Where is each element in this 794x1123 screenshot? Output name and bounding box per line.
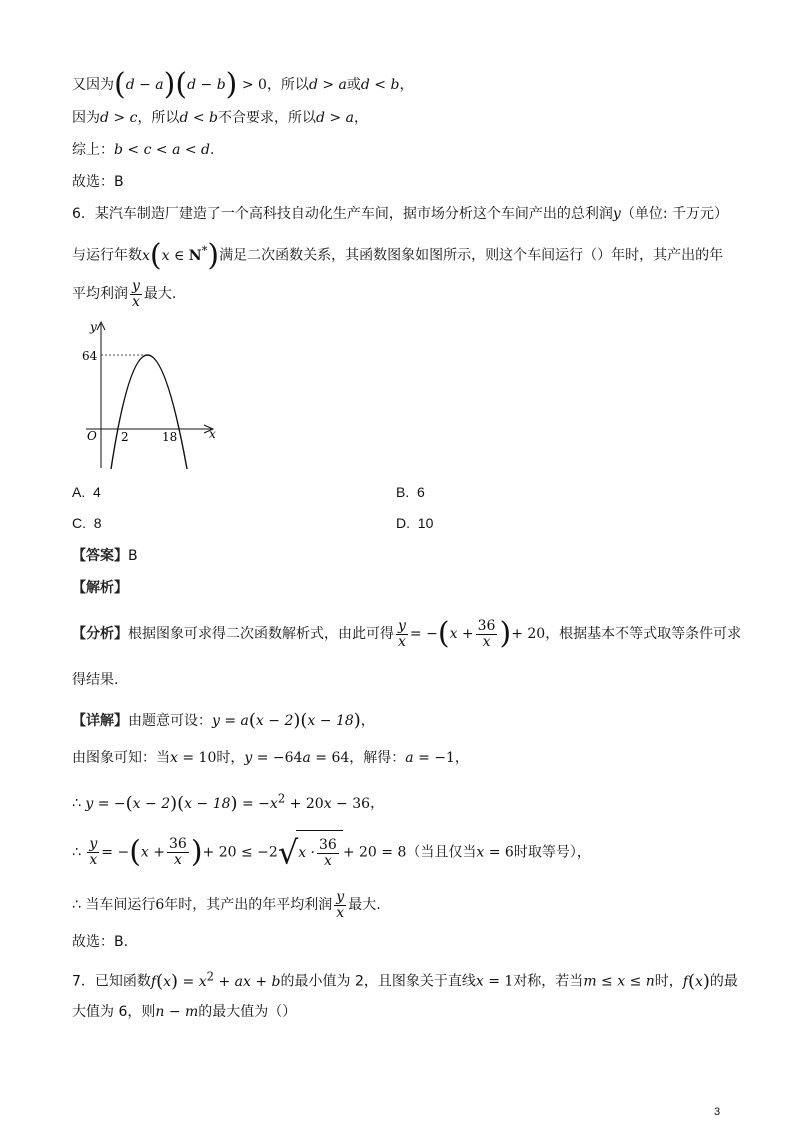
root2-label: 18 (162, 430, 178, 444)
option-b[interactable]: B. 6 (396, 484, 425, 500)
xiangjie-line-4: ∴ $\frac{y}{x}$ = −(x + $\frac{36}{x}$ )+ 20 ≤ −2√x · $\frac{36}{x}$ + 20 = 8（当且仅当x = 6时取等号）， (72, 830, 591, 875)
line-2: 因为d > c，所以d < b不合要求，所以d > a， (72, 110, 368, 126)
option-c[interactable]: C. 8 (72, 515, 102, 531)
line-4: 故选：B (72, 174, 124, 190)
math-expr: (d − a)(d − b) > 0 (114, 67, 267, 102)
fenxi-line-2: 得结果. (72, 672, 119, 688)
xiangjie-line-3: ∴ $y = -(x - 2)(x - 18) = -x^2 + 20x - 36$， (72, 791, 385, 814)
answer-line: 【答案】B (72, 548, 138, 564)
option-a[interactable]: A. 4 (72, 484, 101, 500)
q6-line-2: 与运行年数x(x ∈ N*)满足二次函数关系，其函数图象如图所示，则这个车间运行（）年时，其产出的年 (72, 237, 724, 273)
max-value-label: 64 (82, 349, 98, 363)
fenxi-line-1: 【分析】根据图象可求得二次函数解析式，由此可得 $\frac{y}{x}$ = −(x + $\frac{36}{x}$ )+ 20，根据基本不等式取等条件可求 (72, 616, 742, 651)
line-3: 综上：b < c < a < d. (72, 142, 215, 158)
q6-line-1: 6．某汽车制造厂建造了一个高科技自动化生产车间，据市场分析这个车间产出的总利润y（单位: 千万元） (72, 206, 728, 222)
option-d[interactable]: D. 10 (396, 515, 434, 531)
q7-line-1: 7．已知函数$f(x) = x^2$ + ax + b的最小值为 2，且图象关于直线x = 1对称，若当m ≤ x ≤ n时，f(x)的最 (72, 969, 738, 992)
q7-line-2: 大值为 6，则n − m的最大值为（） (72, 1004, 297, 1020)
xiangjie-line-2: 由图象可知：当x = 10时，y = −64a = 64，解得：a = −1， (72, 750, 469, 766)
line-1: 又因为(d − a)(d − b) > 0，所以d > a或d < b， (72, 67, 414, 102)
xiangjie-line-1: 【详解】由题意可设：y = a(x − 2)(x − 18)， (72, 710, 375, 731)
x-axis-label: x (209, 427, 216, 441)
page-number: 3 (714, 1106, 721, 1118)
parabola-curve (111, 355, 187, 469)
origin-label: O (87, 429, 97, 443)
xiangjie-line-6: 故选：B. (72, 934, 129, 950)
root1-label: 2 (121, 430, 129, 444)
xiangjie-line-5: ∴ 当车间运行6年时，其产出的年平均利润 $\frac{y}{x}$ 最大. (72, 888, 381, 921)
y-axis-label: y (90, 320, 97, 334)
q6-line-3: 平均利润 $\frac{y}{x}$ 最大. (72, 277, 177, 310)
quadratic-graph (78, 318, 228, 470)
analysis-heading: 【解析】 (72, 580, 128, 596)
